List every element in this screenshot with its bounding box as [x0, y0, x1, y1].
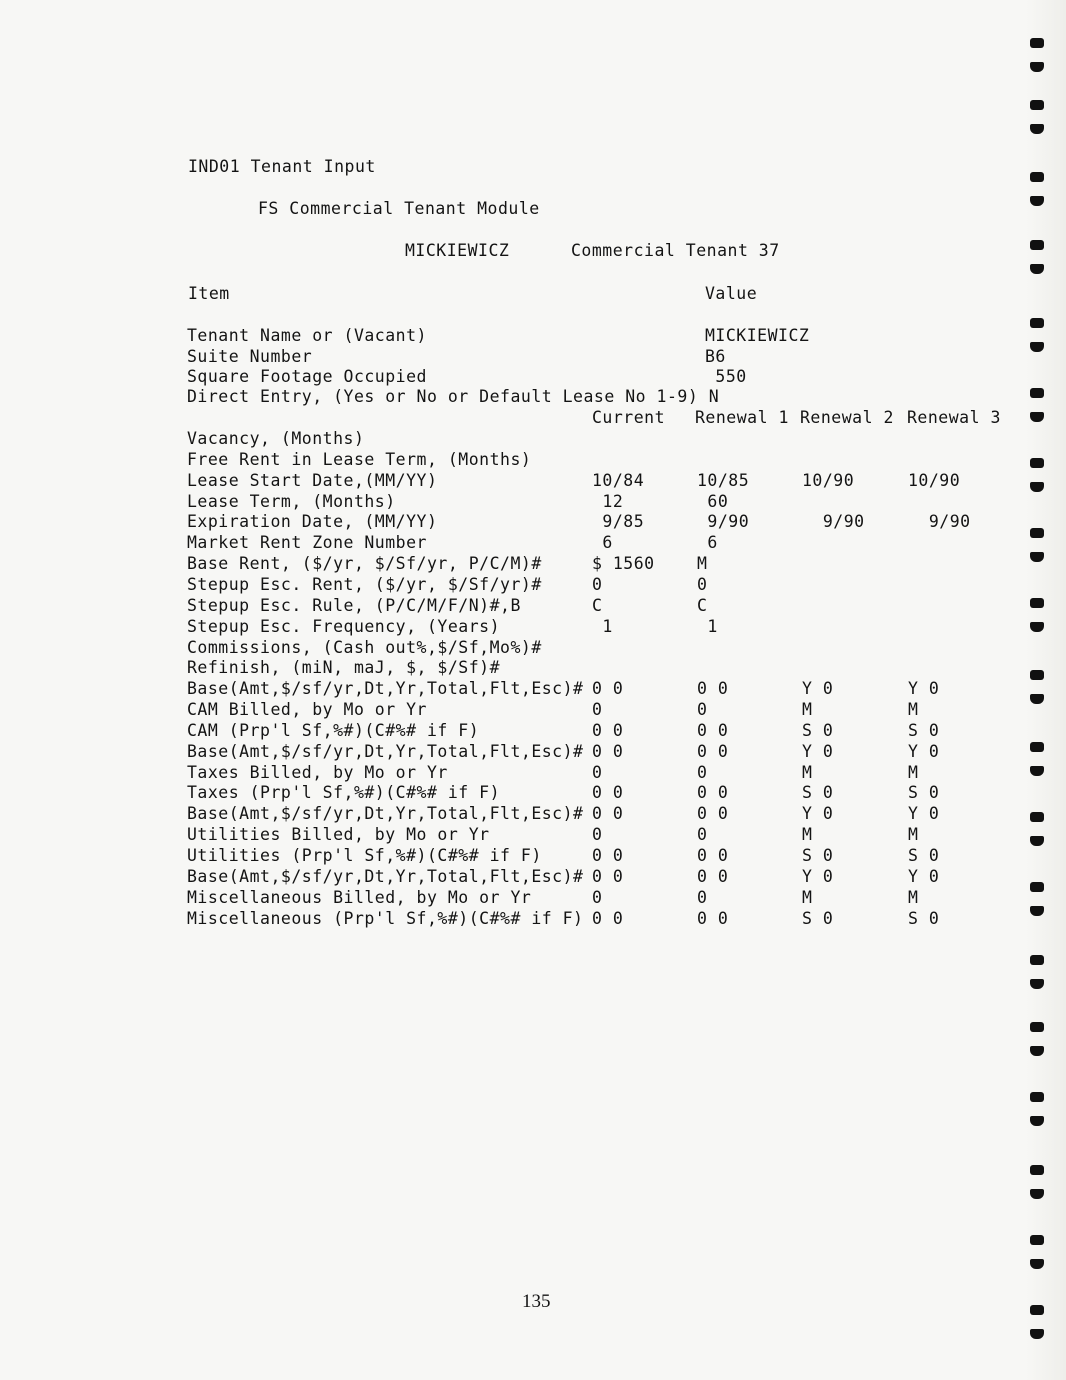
cell-renewal-1: 0 0 — [697, 679, 729, 699]
cell-renewal-3: S 0 — [908, 846, 940, 865]
binding-hole-mark — [1030, 1235, 1044, 1245]
direct-entry-line: Direct Entry, (Yes or No or Default Lease No 1-9) N — [187, 387, 720, 406]
binding-hole-mark — [1030, 240, 1044, 250]
row-label: Miscellaneous Billed, by Mo or Yr — [187, 887, 532, 907]
cell-renewal-2: S 0 — [802, 783, 834, 803]
binding-hole-mark — [1030, 1116, 1044, 1126]
info-value: B6 — [705, 346, 726, 366]
binding-hole-mark — [1030, 812, 1044, 822]
binding-hole-mark — [1030, 1189, 1044, 1199]
cell-current: 1 — [592, 616, 613, 636]
cell-renewal-1: 0 0 — [697, 741, 729, 761]
cell-current: 0 — [592, 887, 603, 907]
cell-renewal-2: Y 0 — [802, 741, 834, 761]
cell-renewal-1: 0 0 — [697, 846, 729, 865]
cell-renewal-1: 0 0 — [697, 804, 729, 824]
tenant-label: Commercial Tenant 37 — [571, 241, 780, 260]
binding-hole-mark — [1030, 955, 1044, 965]
binding-hole-mark — [1030, 124, 1044, 134]
row-label: Commissions, (Cash out%,$/Sf,Mo%)# — [187, 637, 542, 657]
binding-hole-mark — [1030, 742, 1044, 752]
cell-renewal-1: 60 — [697, 491, 729, 511]
binding-hole-mark — [1030, 882, 1044, 892]
info-value: 550 — [705, 367, 747, 387]
cell-renewal-3: S 0 — [908, 720, 940, 740]
info-label: Square Footage Occupied — [187, 367, 427, 387]
row-label: Lease Start Date,(MM/YY) — [187, 470, 438, 490]
cell-renewal-3: Y 0 — [908, 741, 940, 761]
binding-hole-mark — [1030, 38, 1044, 48]
binding-hole-mark — [1030, 552, 1044, 562]
cell-current: 0 — [592, 574, 603, 594]
binding-hole-mark — [1030, 1259, 1044, 1269]
cell-renewal-1: 6 — [697, 533, 718, 553]
row-label: Base(Amt,$/sf/yr,Dt,Yr,Total,Flt,Esc)# — [187, 679, 584, 699]
cell-renewal-1: 0 — [697, 700, 708, 720]
cell-renewal-3: M — [908, 700, 919, 720]
row-label: Vacancy, (Months) — [187, 429, 365, 448]
cell-renewal-1: 0 0 — [697, 908, 729, 928]
binding-hole-mark — [1030, 196, 1044, 206]
cell-renewal-1: 0 — [697, 762, 708, 782]
page-number: 135 — [522, 1291, 551, 1312]
binding-hole-mark — [1030, 1329, 1044, 1339]
cell-renewal-1: 0 0 — [697, 783, 729, 803]
info-label: Suite Number — [187, 346, 313, 366]
binding-hole-mark — [1030, 172, 1044, 182]
binding-hole-mark — [1030, 264, 1044, 274]
cell-current: 0 — [592, 825, 603, 845]
cell-current: 0 0 — [592, 908, 624, 928]
cell-renewal-2: Y 0 — [802, 679, 834, 699]
row-label: CAM Billed, by Mo or Yr — [187, 700, 427, 720]
cell-current: $ 1560 — [592, 554, 655, 574]
binding-hole-mark — [1030, 906, 1044, 916]
cell-renewal-3: M — [908, 762, 919, 782]
cell-renewal-3: 10/90 — [908, 470, 961, 490]
row-label: Stepup Esc. Rent, ($/yr, $/Sf/yr)# — [187, 574, 542, 594]
cell-current: 0 0 — [592, 846, 624, 865]
row-label: Market Rent Zone Number — [187, 533, 427, 553]
binding-hole-mark — [1030, 1046, 1044, 1056]
cell-renewal-2: S 0 — [802, 908, 834, 928]
col-header-renewal-2: Renewal 2 — [800, 408, 894, 427]
cell-renewal-1: 0 0 — [697, 720, 729, 740]
cell-current: 0 0 — [592, 679, 624, 699]
cell-current: 0 0 — [592, 720, 624, 740]
cell-renewal-2: 10/90 — [802, 470, 855, 490]
col-header-current: Current — [592, 408, 666, 427]
binding-hole-mark — [1030, 388, 1044, 398]
binding-hole-mark — [1030, 766, 1044, 776]
cell-current: 0 0 — [592, 741, 624, 761]
cell-current: 12 — [592, 491, 624, 511]
cell-current: 0 0 — [592, 783, 624, 803]
row-label: Refinish, (miN, maJ, $, $/Sf)# — [187, 658, 501, 678]
cell-renewal-3: S 0 — [908, 908, 940, 928]
binding-hole-mark — [1030, 979, 1044, 989]
row-label: Taxes Billed, by Mo or Yr — [187, 762, 448, 782]
report-id: IND01 Tenant Input — [188, 157, 376, 176]
cell-renewal-1: M — [697, 554, 708, 574]
cell-renewal-3: Y 0 — [908, 679, 940, 699]
binding-hole-mark — [1030, 528, 1044, 538]
cell-renewal-1: 0 0 — [697, 866, 729, 886]
cell-renewal-3: Y 0 — [908, 866, 940, 886]
cell-current: 0 0 — [592, 866, 624, 886]
row-label: Taxes (Prp'l Sf,%#)(C#%# if F) — [187, 783, 501, 803]
binding-hole-mark — [1030, 598, 1044, 608]
row-label: Free Rent in Lease Term, (Months) — [187, 449, 532, 469]
cell-renewal-1: 0 — [697, 887, 708, 907]
cell-renewal-2: S 0 — [802, 720, 834, 740]
binding-hole-mark — [1030, 482, 1044, 492]
row-label: Expiration Date, (MM/YY) — [187, 512, 438, 532]
cell-renewal-2: M — [802, 887, 813, 907]
binding-hole-mark — [1030, 1165, 1044, 1175]
cell-renewal-2: 9/90 — [802, 512, 865, 532]
info-value: MICKIEWICZ — [705, 326, 810, 345]
row-label: Stepup Esc. Frequency, (Years) — [187, 616, 501, 636]
row-label: Base(Amt,$/sf/yr,Dt,Yr,Total,Flt,Esc)# — [187, 804, 584, 824]
binding-hole-mark — [1030, 342, 1044, 352]
cell-renewal-2: Y 0 — [802, 866, 834, 886]
binding-hole-mark — [1030, 1022, 1044, 1032]
item-column-header: Item — [188, 284, 230, 303]
cell-current: 9/85 — [592, 512, 645, 532]
row-label: Miscellaneous (Prp'l Sf,%#)(C#%# if F) — [187, 908, 584, 928]
row-label: Base Rent, ($/yr, $/Sf/yr, P/C/M)# — [187, 554, 542, 574]
cell-current: 0 — [592, 700, 603, 720]
cell-renewal-2: M — [802, 825, 813, 845]
info-label: Tenant Name or (Vacant) — [187, 326, 427, 345]
row-label: CAM (Prp'l Sf,%#)(C#%# if F) — [187, 720, 480, 740]
cell-current: C — [592, 595, 603, 615]
cell-current: 0 — [592, 762, 603, 782]
binding-hole-mark — [1030, 62, 1044, 72]
binding-hole-mark — [1030, 100, 1044, 110]
cell-renewal-3: M — [908, 825, 919, 845]
row-label: Stepup Esc. Rule, (P/C/M/F/N)#,B — [187, 595, 521, 615]
binding-hole-mark — [1030, 670, 1044, 680]
cell-current: 6 — [592, 533, 613, 553]
cell-renewal-2: M — [802, 762, 813, 782]
cell-renewal-1: 1 — [697, 616, 718, 636]
col-header-renewal-3: Renewal 3 — [907, 408, 1001, 427]
module-title: FS Commercial Tenant Module — [258, 199, 540, 218]
value-column-header: Value — [705, 284, 758, 303]
cell-renewal-2: S 0 — [802, 846, 834, 865]
binding-hole-mark — [1030, 318, 1044, 328]
binding-hole-mark — [1030, 1305, 1044, 1315]
cell-renewal-1: 0 — [697, 825, 708, 845]
cell-renewal-1: 9/90 — [697, 512, 750, 532]
row-label: Utilities (Prp'l Sf,%#)(C#%# if F) — [187, 846, 542, 865]
row-label: Lease Term, (Months) — [187, 491, 396, 511]
cell-renewal-3: 9/90 — [908, 512, 971, 532]
row-label: Base(Amt,$/sf/yr,Dt,Yr,Total,Flt,Esc)# — [187, 866, 584, 886]
binding-hole-mark — [1030, 622, 1044, 632]
cell-renewal-3: S 0 — [908, 783, 940, 803]
binding-hole-mark — [1030, 836, 1044, 846]
binding-hole-mark — [1030, 1092, 1044, 1102]
cell-current: 10/84 — [592, 470, 645, 490]
cell-renewal-1: 10/85 — [697, 470, 750, 490]
row-label: Base(Amt,$/sf/yr,Dt,Yr,Total,Flt,Esc)# — [187, 741, 584, 761]
cell-renewal-3: M — [908, 887, 919, 907]
binding-hole-mark — [1030, 458, 1044, 468]
row-label: Utilities Billed, by Mo or Yr — [187, 825, 490, 845]
cell-current: 0 0 — [592, 804, 624, 824]
binding-hole-mark — [1030, 694, 1044, 704]
cell-renewal-3: Y 0 — [908, 804, 940, 824]
binding-hole-mark — [1030, 412, 1044, 422]
tenant-name-heading: MICKIEWICZ — [405, 241, 510, 260]
col-header-renewal-1: Renewal 1 — [695, 408, 789, 427]
cell-renewal-2: M — [802, 700, 813, 720]
cell-renewal-1: C — [697, 595, 708, 615]
cell-renewal-2: Y 0 — [802, 804, 834, 824]
cell-renewal-1: 0 — [697, 574, 708, 594]
